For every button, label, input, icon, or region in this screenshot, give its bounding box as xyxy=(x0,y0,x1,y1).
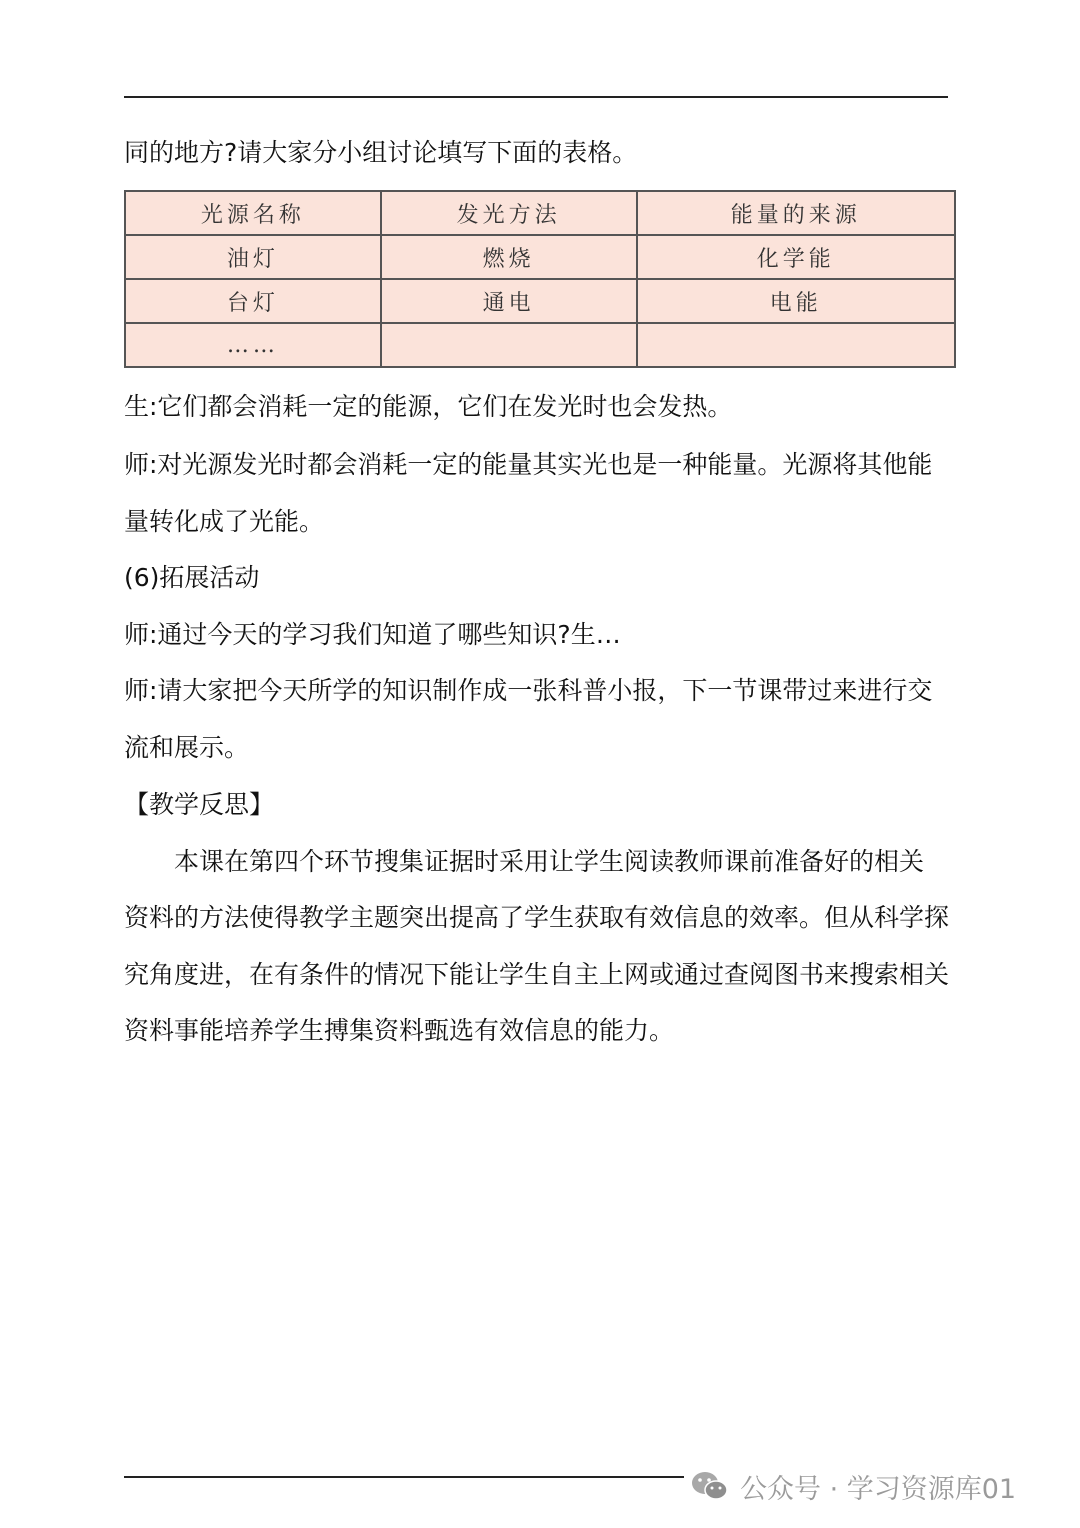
header-rule xyxy=(124,96,948,98)
table-cell: 化学能 xyxy=(637,235,956,279)
reflection-paragraph: 资料事能培养学生搏集资料甄选有效信息的能力。 xyxy=(124,1016,675,1045)
table-row xyxy=(125,323,955,367)
reflection-paragraph: 究角度进，在有条件的情况下能让学生自主上网或通过查阅图书来搜索相关 xyxy=(124,960,950,989)
student-answer: 生:它们都会消耗一定的能源，它们在发光时也会发热。 xyxy=(124,392,733,421)
watermark-text: 公众号 · 学习资源库01 xyxy=(740,1473,1017,1505)
light-source-table xyxy=(124,190,956,368)
table-cell: 油灯 xyxy=(125,235,381,279)
table-header-row xyxy=(125,191,955,235)
watermark xyxy=(690,1464,1016,1508)
header-cell: 光源名称 xyxy=(125,191,381,235)
teacher-line: 师:对光源发光时都会消耗一定的能量其实光也是一种能量。光源将其他能 xyxy=(124,450,933,479)
table-cell xyxy=(381,323,637,367)
teacher-line-cont: 量转化成了光能。 xyxy=(124,507,325,536)
header-cell: 能量的来源 xyxy=(637,191,956,235)
intro-line: 同的地方?请大家分小组讨论填写下面的表格。 xyxy=(124,138,638,167)
table-cell: 台灯 xyxy=(125,279,381,323)
reflection-paragraph: 本课在第四个环节搜集证据时采用让学生阅读教师课前准备好的相关 xyxy=(124,847,925,876)
reflection-paragraph: 资料的方法使得教学主题突出提高了学生获取有效信息的效率。但从科学探 xyxy=(124,903,950,932)
table-cell: 燃烧 xyxy=(381,235,637,279)
footer-rule xyxy=(124,1476,684,1478)
table-cell: …… xyxy=(125,323,381,367)
wechat-icon xyxy=(690,1469,730,1503)
teacher-question: 师:通过今天的学习我们知道了哪些知识?生… xyxy=(124,620,621,649)
header-cell: 发光方法 xyxy=(381,191,637,235)
section-heading: (6)拓展活动 xyxy=(124,563,260,592)
table-cell: 电能 xyxy=(637,279,956,323)
table-cell xyxy=(637,323,956,367)
table-row xyxy=(125,235,955,279)
table-row xyxy=(125,279,955,323)
teacher-task: 师:请大家把今天所学的知识制作成一张科普小报，下一节课带过来进行交 xyxy=(124,676,933,705)
table-cell: 通电 xyxy=(381,279,637,323)
teacher-task-cont: 流和展示。 xyxy=(124,733,250,762)
reflection-heading: 【教学反思】 xyxy=(124,790,275,819)
